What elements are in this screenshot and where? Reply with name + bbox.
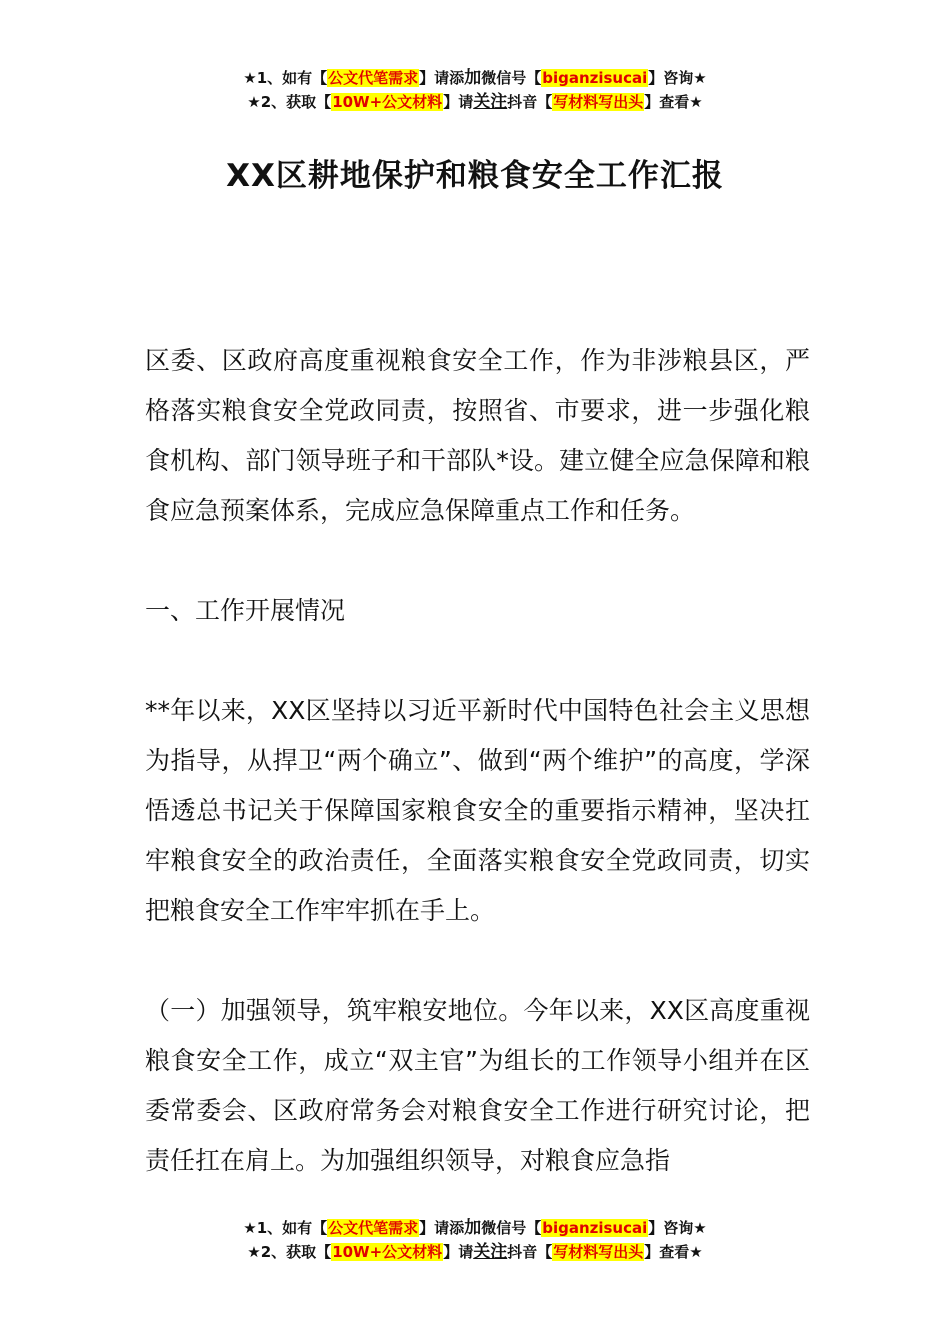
- banner-text: 】请添: [419, 1219, 465, 1237]
- banner-text: ★1、如有【: [243, 1219, 328, 1237]
- banner-text: 】查看★: [644, 93, 703, 111]
- banner-highlight: 10W+公文材料: [332, 1243, 443, 1261]
- banner-text: 抖音【: [507, 93, 553, 111]
- paragraph-leadership: （一）加强领导，筑牢粮安地位。今年以来，XX区高度重视粮食安全工作，成立“双主官”为组长的工作领导小组并在区委常委会、区政府常务会对粮食安全工作进行研究讨论，把责任扛在肩上。为加强组织领导，对粮食应急指: [145, 996, 810, 1175]
- document-body: [145, 336, 810, 1186]
- paragraph-intro: 区委、区政府高度重视粮食安全工作，作为非涉粮县区，严格落实粮食安全党政同责，按照省、市要求，进一步强化粮食机构、部门领导班子和干部队*设。建立健全应急保障和粮食应急预案体系，完成应急保障重点工作和任务。: [145, 346, 810, 525]
- banner-highlight: biganzisucai: [542, 1219, 648, 1237]
- banner-text: 微信号【: [481, 1219, 542, 1237]
- section-heading: 一、工作开展情况: [145, 596, 346, 625]
- document-title: XX区耕地保护和粮食安全工作汇报: [226, 158, 724, 194]
- banner-text: 】咨询★: [648, 1219, 707, 1237]
- banner-text: 】查看★: [644, 1243, 703, 1261]
- banner-text: 微信号【: [481, 69, 542, 87]
- banner-text: 抖音【: [507, 1243, 553, 1261]
- banner-emphasis: 关注: [473, 92, 508, 112]
- banner-text: 】请添: [419, 69, 465, 87]
- banner-emphasis: 加: [464, 1218, 482, 1238]
- paragraph-overview: **年以来，XX区坚持以习近平新时代中国特色社会主义思想为指导，从捍卫“两个确立”、做到“两个维护”的高度，学深悟透总书记关于保障国家粮食安全的重要指示精神，坚决扛牢粮食安全的政治责任，全面落实粮食安全党政同责，切实把粮食安全工作牢牢抓在手上。: [145, 696, 810, 925]
- banner-highlight: 写材料写出头: [553, 93, 644, 111]
- banner-highlight: 公文代笔需求: [328, 69, 419, 87]
- banner-text: ★2、获取【: [247, 93, 332, 111]
- banner-text: 】请: [443, 93, 474, 111]
- footer-banner: [0, 1216, 950, 1264]
- banner-emphasis: 关注: [473, 1242, 508, 1262]
- banner-line-2: [0, 90, 950, 114]
- banner-emphasis: 加: [464, 68, 482, 88]
- header-banner: [0, 66, 950, 114]
- banner-line-2: [0, 1240, 950, 1264]
- banner-highlight: 公文代笔需求: [328, 1219, 419, 1237]
- banner-highlight: 10W+公文材料: [332, 93, 443, 111]
- banner-text: ★2、获取【: [247, 1243, 332, 1261]
- banner-highlight: biganzisucai: [542, 69, 648, 87]
- banner-line-1: [0, 1216, 950, 1240]
- banner-text: ★1、如有【: [243, 69, 328, 87]
- banner-highlight: 写材料写出头: [553, 1243, 644, 1261]
- banner-text: 】请: [443, 1243, 474, 1261]
- banner-line-1: [0, 66, 950, 90]
- banner-text: 】咨询★: [648, 69, 707, 87]
